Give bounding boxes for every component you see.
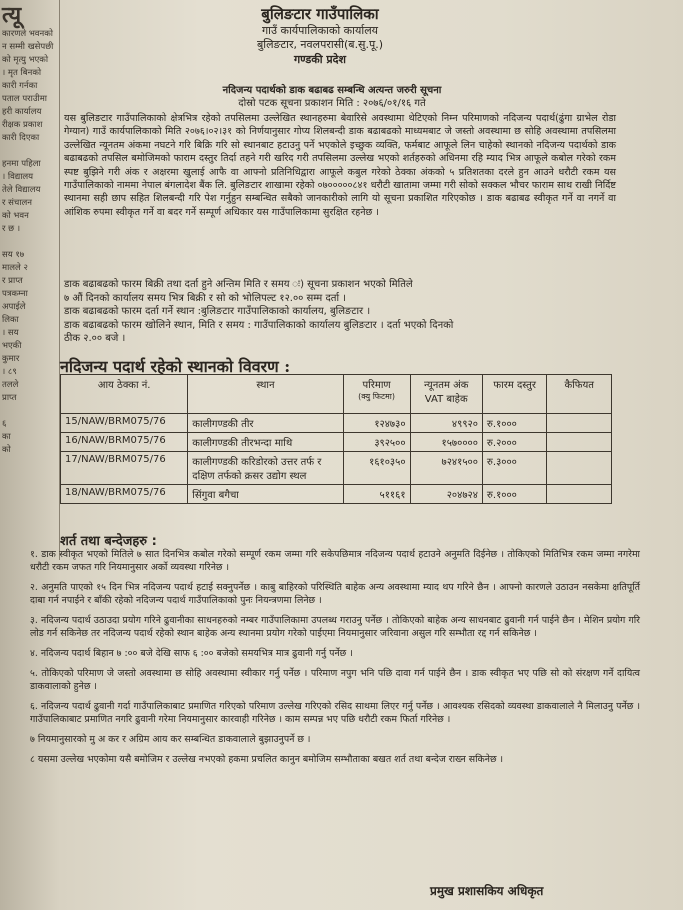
adjacent-column-line: तलले — [2, 380, 19, 390]
adjacent-column-line: कारणले भवनको — [2, 29, 53, 39]
adjacent-column-line: । सय — [2, 328, 19, 338]
office-name: गाउँ कार्यपालिकाको कार्यालय — [261, 24, 379, 37]
col-header: आय ठेक्का नं. — [61, 375, 188, 414]
adjacent-column-line: ६ — [2, 419, 7, 429]
notice-body-paragraph: यस बुलिङटार गाउँपालिकाको क्षेत्रभित्र रहेको तपसिलमा उल्लेखित स्थानहरुमा बेवारिसे अवस्थामा थेटिएको निम्न परिमाणको नदिजन्य पदार्थ(ढुंगा ग्राभेल रोडा गेग्यान) गाउँ कार्यपालिकाको मिति २०७६।०२।३१ को निर्णयानुसार गोप्य शिलबन्दी डाक बढाबढको माध्यमबाट जे जस्तो अवस्थामा छ सोहि अवस्थामा तपसिलमा उल्लेखित न्यूनतम अंकमा नघटने गरि बिक्रि गरि सो स्थानबाट हटाउनु पर्ने भएकोले इच्छुक व्यक्ति, फर्मबाट आफूले लिन चाहेको स्थानको नदिजन्य पदार्थको डाक बढाबढको तपसिल बमोजिमको फाराम दस्तुर तिर्दा तहने गरी खरिद गरी तपसिलमा उल्लेख भएको शर्तहरुको अधिनमा रहि म्याद भित्र आफूले कबोल गरेको रकम स्पष्ट बुझिने गरी अंक र अक्षरमा खुलाई आफै वा आफ्नो प्रतिनिधिद्वारा आफूले कबुल गरेको ठेक्का अंकको ५ प्रतिशतका दरले हुन आउने धरौटी रकम यस गाउँपालिकाको नाममा नेपाल बंगलादेश बैंक लि. बुलिङटार शाखामा रहेको ०७०००००८४१ धरौटी खातामा जम्मा गरी सोको सक्कल भौचर फाराम साथ राखी निर्दिष्ट स्थानमा सही छाप सहित शिलबन्दी गरि पेश गर्नुहुन सम्बन्धित सबैको जानकारीको लागि यो सूचना प्रकाशित गरिएकोछ । डाक बढाबढ स्वीकृत गर्ने वा नगर्ने वा आंशिक रुपमा स्वीकृत गर्ने वा बदर गर्ने सम्पूर्ण अधिकार यस गाउँपालिकामा सुरक्षित रहनेछ । — [64, 113, 616, 218]
col-header: फारम दस्तुर — [482, 375, 547, 414]
adjacent-column-line: हनमा पहिला — [2, 159, 41, 169]
adjacent-column-line: प्राप्त — [2, 393, 17, 403]
cell-quantity: ५११६१ — [343, 485, 410, 504]
adjacent-column-line: को मृत्यु भएको — [2, 55, 49, 65]
cell-location: कालीगण्डकी तीर — [188, 414, 343, 433]
adjacent-column-line: को भवन — [2, 211, 29, 221]
cell-min-amount: ४९९२० — [410, 414, 482, 433]
cell-id: 16/NAW/BRM075/76 — [61, 433, 188, 452]
notice-heading-title: नदिजन्य पदार्थको डाक बढाबढ सम्बन्धि अत्यन्त जरुरी सूचना — [222, 85, 442, 96]
adjacent-column-line — [2, 405, 57, 418]
cell-location: कालीगण्डकी करिडोरको उत्तर तर्फ र दक्षिण तर्फको क्रसर उद्योग स्थल — [188, 452, 343, 485]
schedule-line: डाक बढाबढको फारम खोलिने स्थान, मिति र समय : गाउँपालिकाको कार्यालय बुलिङटार । दर्ता भएको दिनको — [64, 319, 454, 331]
terms-title: शर्त तथा बन्देजहरु : — [60, 534, 157, 549]
signature-title: प्रमुख प्रशासकिय अधिकृत — [430, 884, 544, 898]
adjacent-column-title: त्यू — [2, 2, 22, 28]
adjacent-column-line: र छ । — [2, 224, 21, 234]
notice-heading — [182, 84, 482, 110]
cell-location: कालीगण्डकी तीरभन्दा माथि — [188, 433, 343, 452]
term-item: १. डाक स्वीकृत भएको मितिले ७ सात दिनभित्र कबोल गरेको सम्पूर्ण रकम जम्मा गरि सकेपछिमात्र नदिजन्य पदार्थ हटाउने अनुमति दिईनेछ । तोकिएको मितिभित्र रकम जम्मा नगरेमा धरौटी रकम जफत गरि नियमानुसार अर्को व्यवस्था गरिनेछ । — [30, 549, 640, 573]
office-address: बुलिङटार, नवलपरासी(ब.सु.पू.) — [256, 38, 384, 51]
adjacent-column-line: रीक्षक प्रकाश — [2, 120, 43, 130]
table-row — [61, 414, 612, 433]
terms-list — [30, 548, 640, 773]
schedule-line: ७ औं दिनको कार्यालय समय भित्र बिक्री र सो को भोलिपल्ट १२.०० सम्म दर्ता । — [64, 292, 347, 304]
cell-remarks — [547, 414, 612, 433]
col-header: न्यूनतम अंक VAT बाहेक — [410, 375, 482, 414]
adjacent-column-lines — [2, 28, 57, 457]
notice-header — [150, 4, 490, 68]
cell-min-amount: २०४७२४ — [410, 485, 482, 504]
cell-min-amount: १५७०००० — [410, 433, 482, 452]
term-item: ४. नदिजन्य पदार्थ बिहान ७ :०० बजे देखि साफ ६ :०० बजेको समयभित्र मात्र ढुवानी गर्नु पर्नेछ । — [30, 648, 353, 659]
details-table — [60, 374, 612, 504]
cell-quantity: ३९२५०० — [343, 433, 410, 452]
adjacent-column-line: पताल पराउीमा — [2, 94, 47, 104]
cell-form-fee: रु.१००० — [482, 485, 547, 504]
cell-remarks — [547, 433, 612, 452]
adjacent-column-line: । ८९ — [2, 367, 17, 377]
adjacent-column-line: । मृत बिनको — [2, 68, 42, 78]
notice-heading-date: दोस्रो पटक सूचना प्रकाशन मिति : २०७६/०१/१६ गते — [238, 98, 426, 109]
adjacent-column-line: हरी कार्यालय — [2, 107, 42, 117]
adjacent-column-line: का — [2, 432, 11, 442]
cell-id: 17/NAW/BRM075/76 — [61, 452, 188, 485]
adjacent-column-line: लिका — [2, 315, 19, 325]
col-header: कैफियत — [547, 375, 612, 414]
adjacent-column-line: न सम्मी खसेपछी — [2, 42, 54, 52]
term-item: ७ नियमानुसारको मु अ कर र अग्रिम आय कर सम्बन्धित डाकवालाले बुझाउनुपर्ने छ । — [30, 734, 311, 745]
term-item: ८ यसमा उल्लेख भएकोमा यसै बमोजिम र उल्लेख नभएको हकमा प्रचलित कानुन बमोजिम सम्भौताका बखत शर्त तथा बन्देज राख्न सकिनेछ । — [30, 754, 504, 765]
cell-quantity: १६१०३५० — [343, 452, 410, 485]
adjacent-column-line — [2, 236, 57, 249]
notice-schedule-lines — [64, 278, 616, 346]
municipality-name: बुलिङटार गाउँपालिका — [261, 5, 379, 23]
term-item: ६. नदिजन्य पदार्थ ढुवानी गर्दा गाउँपालिकाबाट प्रमाणित गरिएको परिमाण उल्लेख गरिएको रसिद साथमा लिएर गर्नु पर्नेछ । आवश्यक रसिदको व्यवस्था डाकवालाले नै मिलाउनु पर्नेछ । गाउँपालिकाबाट प्रमाणित नगरि ढुवानी गरेमा नियमानुसार कारवाही गरिनेछ । काम सम्पन्न भए पछि धरौटी रकम फिर्ता गरिनेछ । — [30, 701, 640, 725]
adjacent-column-line: कुमार — [2, 354, 20, 364]
adjacent-column-line: कारी दिएका — [2, 133, 40, 143]
adjacent-column-line: तेले विद्यालय — [2, 185, 41, 195]
cell-id: 15/NAW/BRM075/76 — [61, 414, 188, 433]
table-row — [61, 452, 612, 485]
cell-min-amount: ७२४१५०० — [410, 452, 482, 485]
cell-quantity: १२४७३० — [343, 414, 410, 433]
adjacent-column-line: अपाईले — [2, 302, 26, 312]
col-header: स्थान — [188, 375, 343, 414]
table-row — [61, 433, 612, 452]
adjacent-column-line: । विद्यालय — [2, 172, 34, 182]
table-row — [61, 485, 612, 504]
adjacent-column-line — [2, 145, 57, 158]
term-item: ५. तोकिएको परिमाण जे जस्तो अवस्थामा छ सोहि अवस्थामा स्वीकार गर्नु पर्नेछ । परिमाण नपुग भनि पछि दावा गर्न पाईने छैन । डाक स्वीकृत भए पछि सो को संरक्षण गर्ने दायित्व डाकवालाको हुनेछ । — [30, 668, 640, 692]
section-title: नदिजन्य पदार्थ रहेको स्थानको विवरण : — [60, 357, 291, 376]
term-item: ३. नदिजन्य पदार्थ उठाउदा प्रयोग गरिने ढुवानीका साधनहरुको नम्बर गाउँपालिकामा उपलब्ध गराउनु पर्नेछ । तोकिएको बाहेक अन्य साधनबाट ढुवानी गर्न पाईने छैन । मेशिन प्रयोग गरि लोड गर्न सकिनेछ तर नदिजन्य पदार्थ रहेको स्थान बाहेक अन्य स्थानमा प्रयोग गरेको पाईएमा नियमानुसार जरिवाना असुल गरि सम्भौता रद्द गर्न सकिनेछ । — [30, 615, 640, 639]
cell-form-fee: रु.१००० — [482, 414, 547, 433]
term-item: २. अनुमति पाएको १५ दिन भित्र नदिजन्य पदार्थ हटाई सक्नुपर्नेछ । काबु बाहिरको परिस्थिति बाहेक अन्य अवस्थामा म्याद थप गरिने छैन । आफ्नो कारणले उठाउन नसकेमा क्षतिपूर्ति दाबा गर्न नपाईने र बाँकी रहेको नदिजन्य पदार्थ गाउँपालिकाको पुनः नियन्त्रणमा लिनेछ । — [30, 582, 641, 606]
schedule-line: ठीक २.०० बजे । — [64, 333, 126, 344]
table-header-row — [61, 375, 612, 414]
adjacent-column-line: पत्रकम्ना — [2, 289, 28, 299]
cell-form-fee: रु.३००० — [482, 452, 547, 485]
adjacent-column-line: भएकी — [2, 341, 22, 351]
adjacent-column-line: को — [2, 445, 11, 455]
schedule-line: डाक बढाबढको फारम दर्ता गर्ने स्थान :बुलिङटार गाउँपालिकाको कार्यालय, बुलिङटार । — [64, 306, 371, 317]
adjacent-column-line: र संचालन — [2, 198, 33, 208]
cell-remarks — [547, 485, 612, 504]
schedule-line: डाक बढाबढको फारम बिक्री तथा दर्ता हुने अन्तिम मिति र समय ः) सूचना प्रकाशन भएको मितिले — [64, 279, 413, 290]
col-header-quantity — [343, 375, 410, 414]
adjacent-column-strip — [0, 0, 60, 560]
province-name: गण्डकी प्रदेश — [293, 53, 346, 66]
cell-form-fee: रु.२००० — [482, 433, 547, 452]
adjacent-column-line: र प्राप्त — [2, 276, 23, 286]
adjacent-column-line: मालले २ — [2, 263, 28, 273]
adjacent-column-line: कारी गर्नका — [2, 81, 38, 91]
cell-location: सिंगुवा बगैचा — [188, 485, 343, 504]
col-header-unit: (क्यु फिटमा) — [358, 392, 395, 401]
cell-id: 18/NAW/BRM075/76 — [61, 485, 188, 504]
adjacent-column-line: सय १७ — [2, 250, 25, 260]
col-header-label: परिमाण — [362, 380, 391, 391]
cell-remarks — [547, 452, 612, 485]
